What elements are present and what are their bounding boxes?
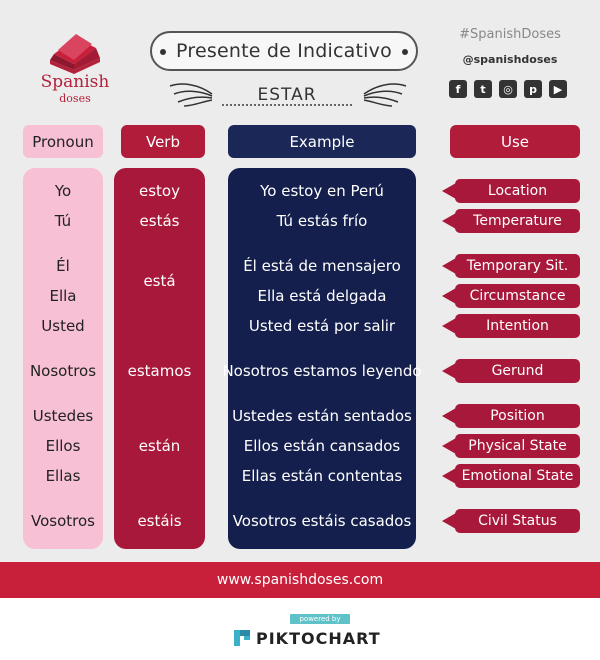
verb-estoy: estoy: [139, 182, 180, 200]
pronoun-nosotros: Nosotros: [29, 362, 97, 380]
pronoun-ustedes: Ustedes: [32, 407, 94, 425]
social-handle[interactable]: @spanishdoses: [462, 53, 558, 66]
use-tag: Location: [455, 179, 580, 203]
piktochart-logo-icon: [232, 628, 252, 648]
subtitle-verb: ESTAR: [257, 85, 317, 105]
verb-esta: está: [143, 272, 176, 290]
use-tag: Emotional State: [455, 464, 580, 488]
use-tag: Position: [455, 404, 580, 428]
pronoun-vosotros: Vosotros: [31, 512, 95, 530]
use-tag: Intention: [455, 314, 580, 338]
page-title: Presente de Indicativo: [176, 40, 392, 62]
hashtag: #SpanishDoses: [459, 27, 561, 42]
right-wing-icon: [362, 80, 408, 108]
pronoun-ellos: Ellos: [45, 437, 81, 455]
example-sentence: Usted está por salir: [248, 317, 396, 335]
left-wing-icon: [168, 80, 214, 108]
subtitle-divider: [222, 104, 352, 106]
header-verb: Verb: [121, 125, 205, 158]
facebook-icon[interactable]: f: [449, 80, 467, 98]
header-use: Use: [450, 125, 580, 158]
title-dot-left: [160, 49, 166, 55]
pinterest-icon[interactable]: p: [524, 80, 542, 98]
example-sentence: Él está de mensajero: [243, 257, 401, 275]
use-tag: Temperature: [455, 209, 580, 233]
example-sentence: Ellas están contentas: [241, 467, 403, 485]
verb-estamos: estamos: [127, 362, 192, 380]
piktochart-brand[interactable]: PIKTOCHART: [256, 629, 381, 648]
use-tag: Circumstance: [455, 284, 580, 308]
twitter-icon[interactable]: t: [474, 80, 492, 98]
example-sentence: Ella está delgada: [257, 287, 387, 305]
header-example: Example: [228, 125, 416, 158]
use-tag: Civil Status: [455, 509, 580, 533]
footer-url-link[interactable]: www.spanishdoses.com: [0, 562, 600, 598]
use-tag: Temporary Sit.: [455, 254, 580, 278]
verb-estas: estás: [139, 212, 180, 230]
example-sentence: Nosotros estamos leyendo: [222, 362, 422, 380]
example-sentence: Vosotros estáis casados: [232, 512, 412, 530]
verb-estan: están: [138, 437, 181, 455]
brand-sub: doses: [59, 92, 91, 105]
books-logo-icon: [46, 30, 104, 76]
pronoun-usted: Usted: [41, 317, 85, 335]
use-tag: Physical State: [455, 434, 580, 458]
verb-estais: estáis: [137, 512, 182, 530]
use-tag: Gerund: [455, 359, 580, 383]
powered-by-label: powered by: [290, 614, 350, 624]
title-box: [150, 31, 418, 71]
pronoun-el: Él: [56, 257, 70, 275]
example-sentence: Tú estás frío: [276, 212, 368, 230]
youtube-icon[interactable]: ▶: [549, 80, 567, 98]
title-dot-right: [402, 49, 408, 55]
example-sentence: Ustedes están sentados: [232, 407, 412, 425]
brand-name: Spanish: [40, 72, 110, 92]
pronoun-tu: Tú: [54, 212, 72, 230]
example-sentence: Yo estoy en Perú: [260, 182, 384, 200]
example-sentence: Ellos están cansados: [243, 437, 401, 455]
pronoun-ellas: Ellas: [45, 467, 81, 485]
instagram-icon[interactable]: ◎: [499, 80, 517, 98]
pronoun-ella: Ella: [49, 287, 77, 305]
header-pronoun: Pronoun: [23, 125, 103, 158]
pronoun-yo: Yo: [54, 182, 72, 200]
